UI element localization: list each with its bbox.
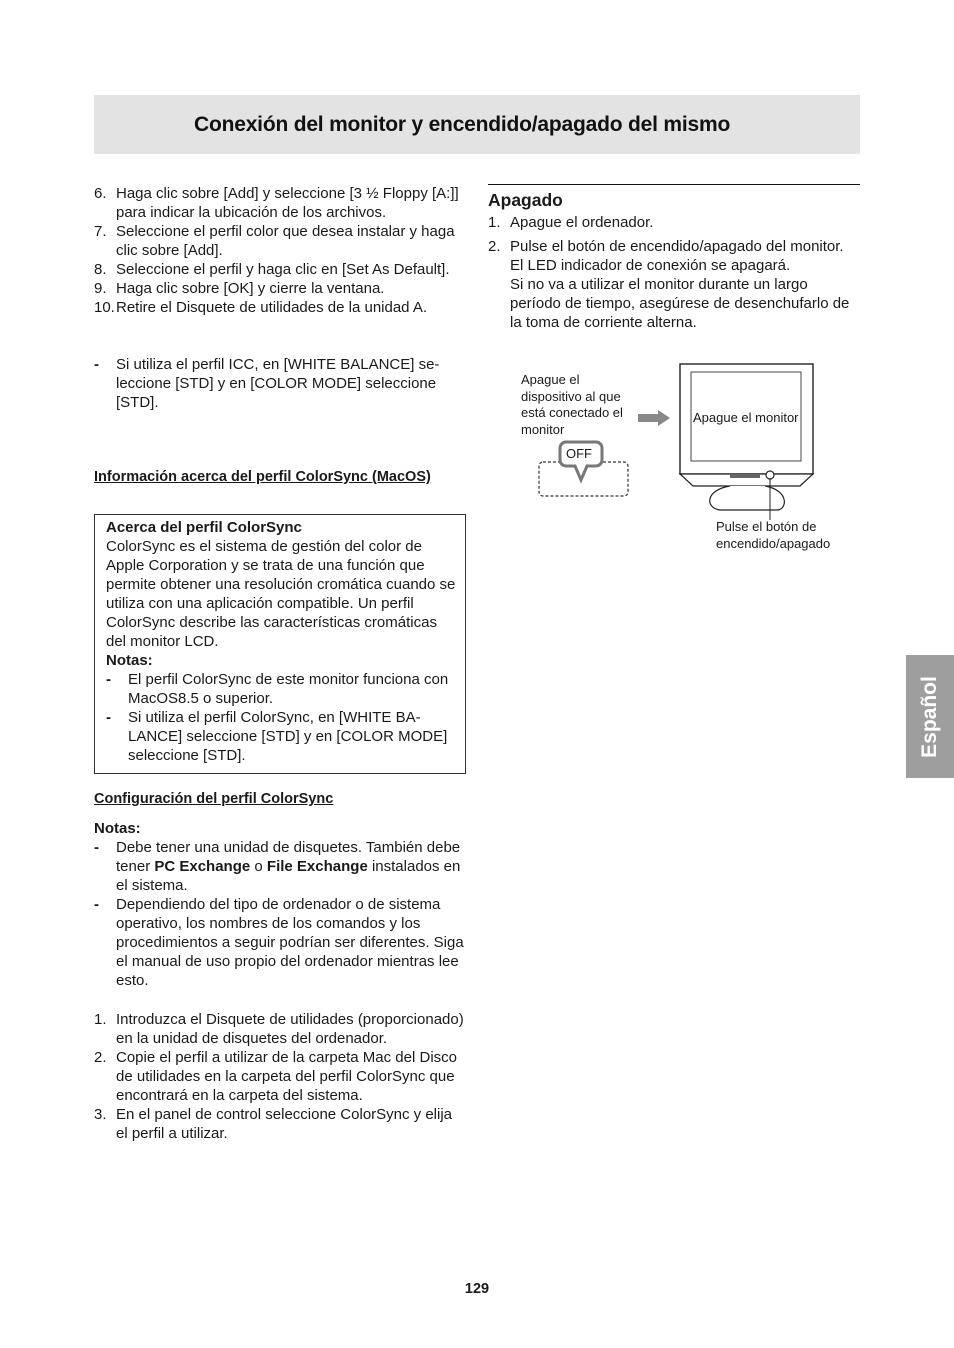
- list-item: [94, 222, 466, 260]
- list-item: [94, 279, 466, 298]
- language-tab: [906, 655, 954, 778]
- step-text: Seleccione el perfil color que desea instalar y haga clic sobre [Add].: [116, 223, 455, 259]
- step-extra-unplug: Si no va a utilizar el monitor durante un largo período de tiempo, asegúrese de desenchufarlo de la toma de corriente alterna.: [510, 276, 850, 331]
- list-item: [488, 237, 860, 332]
- step-number: 8.: [94, 261, 107, 278]
- config-notes: [94, 838, 466, 990]
- step-number: 1.: [488, 214, 501, 231]
- screen-label: Apague el monitor: [693, 410, 799, 425]
- step-text: Seleccione el perfil y haga clic en [Set As Default].: [116, 261, 450, 278]
- config-note-post: instalados en el sistema.: [116, 858, 461, 894]
- list-item: [94, 1010, 466, 1048]
- step-number: 2.: [488, 238, 501, 255]
- step-text: Haga clic sobre [OK] y cierre la ventana.: [116, 280, 385, 297]
- step-number: 9.: [94, 280, 107, 297]
- step-text: Haga clic sobre [Add] y seleccione [3 ½ Floppy [A:]] para indicar la ubicación de los archivos.: [116, 185, 459, 221]
- steps-top-list: [94, 184, 466, 317]
- list-item: [94, 298, 466, 317]
- step-text: Retire el Disquete de utilidades de la unidad A.: [116, 299, 428, 316]
- step-text: Copie el perfil a utilizar de la carpeta Mac del Disco de utilidades en la carpeta del perfil ColorSync que encontrará en la carpeta del sistema.: [116, 1049, 457, 1104]
- step-number: 10.: [94, 299, 115, 316]
- bullet: -: [94, 356, 99, 373]
- box-note: [106, 670, 458, 708]
- step-extra-led: El LED indicador de conexión se apagará.: [510, 257, 791, 274]
- list-item: [488, 213, 860, 232]
- config-heading: Configuración del perfil ColorSync: [94, 791, 334, 807]
- bullet: -: [94, 839, 99, 856]
- box-note: [106, 708, 458, 765]
- step-number: 1.: [94, 1011, 107, 1028]
- box-note-text: Si utiliza el perfil ColorSync, en [WHITE BA-LANCE] seleccione [STD] y en [COLOR MODE] seleccione [STD].: [128, 709, 448, 764]
- list-item: [94, 260, 466, 279]
- config-note: [94, 895, 466, 990]
- page-number: 129: [464, 1281, 490, 1297]
- box-notes-label: Notas:: [106, 652, 153, 669]
- page-title-bar: [94, 95, 860, 154]
- config-notes-label: Notas:: [94, 820, 141, 837]
- bullet: -: [106, 709, 111, 726]
- step-number: 3.: [94, 1106, 107, 1123]
- bullet: -: [106, 671, 111, 688]
- off-label: OFF: [566, 446, 592, 461]
- list-item: [94, 1048, 466, 1105]
- device-label: Apague el dispositivo al que está conectado el monitor: [521, 372, 623, 437]
- bullet: -: [94, 896, 99, 913]
- arrow-right-icon: [638, 410, 670, 426]
- config-note-text: Dependiendo del tipo de ordenador o de sistema operativo, los nombres de los comandos y los procedimientos a seguir podrían ser diferentes. Siga el manual de uso propio del ordenador mientras lee esto.: [116, 896, 464, 989]
- icc-note: [94, 355, 466, 412]
- section-rule: [488, 184, 860, 185]
- power-off-diagram: [520, 360, 840, 520]
- apagado-steps: [488, 213, 860, 332]
- colorsync-info-heading: Información acerca del perfil ColorSync (MacOS): [94, 469, 431, 485]
- config-note-pre: Debe tener una unidad de disquetes. También debe tener: [116, 839, 461, 875]
- apagado-heading: Apagado: [488, 190, 563, 210]
- list-item: [94, 1105, 466, 1143]
- icc-note-text: Si utiliza el perfil ICC, en [WHITE BALANCE] se-leccione [STD] y en [COLOR MODE] seleccione [STD].: [116, 356, 440, 411]
- language-tab-label: Español: [918, 675, 941, 758]
- step-number: 7.: [94, 223, 107, 240]
- step-number: 2.: [94, 1049, 107, 1066]
- step-number: 6.: [94, 185, 107, 202]
- step-text: Pulse el botón de encendido/apagado del monitor.: [510, 238, 844, 255]
- file-exchange: File Exchange: [266, 858, 368, 875]
- step-text: En el panel de control seleccione ColorSync y elija el perfil a utilizar.: [116, 1106, 453, 1142]
- button-label: Pulse el botón de encendido/apagado: [716, 519, 831, 551]
- steps-bottom-list: [94, 1010, 466, 1143]
- config-note: [94, 838, 466, 895]
- step-text: Apague el ordenador.: [510, 214, 654, 231]
- box-title: Acerca del perfil ColorSync: [106, 519, 302, 536]
- colorsync-about-box: [94, 514, 466, 774]
- step-text: Introduzca el Disquete de utilidades (proporcionado) en la unidad de disquetes del ordenador.: [116, 1011, 464, 1047]
- box-body: ColorSync es el sistema de gestión del color de Apple Corporation y se trata de una función que permite obtener una resolución cromática cuando se utiliza con una aplicación compatible. Un perfil ColorSync describe las características cromáticas del monitor LCD.: [106, 538, 456, 650]
- box-note-text: El perfil ColorSync de este monitor funciona con MacOS8.5 o superior.: [128, 671, 449, 707]
- config-note-mid: o: [250, 858, 267, 875]
- pc-exchange: PC Exchange: [154, 858, 251, 875]
- monitor-icon: [680, 364, 813, 520]
- list-item: [94, 184, 466, 222]
- page-title: Conexión del monitor y encendido/apagado del mismo: [194, 113, 731, 136]
